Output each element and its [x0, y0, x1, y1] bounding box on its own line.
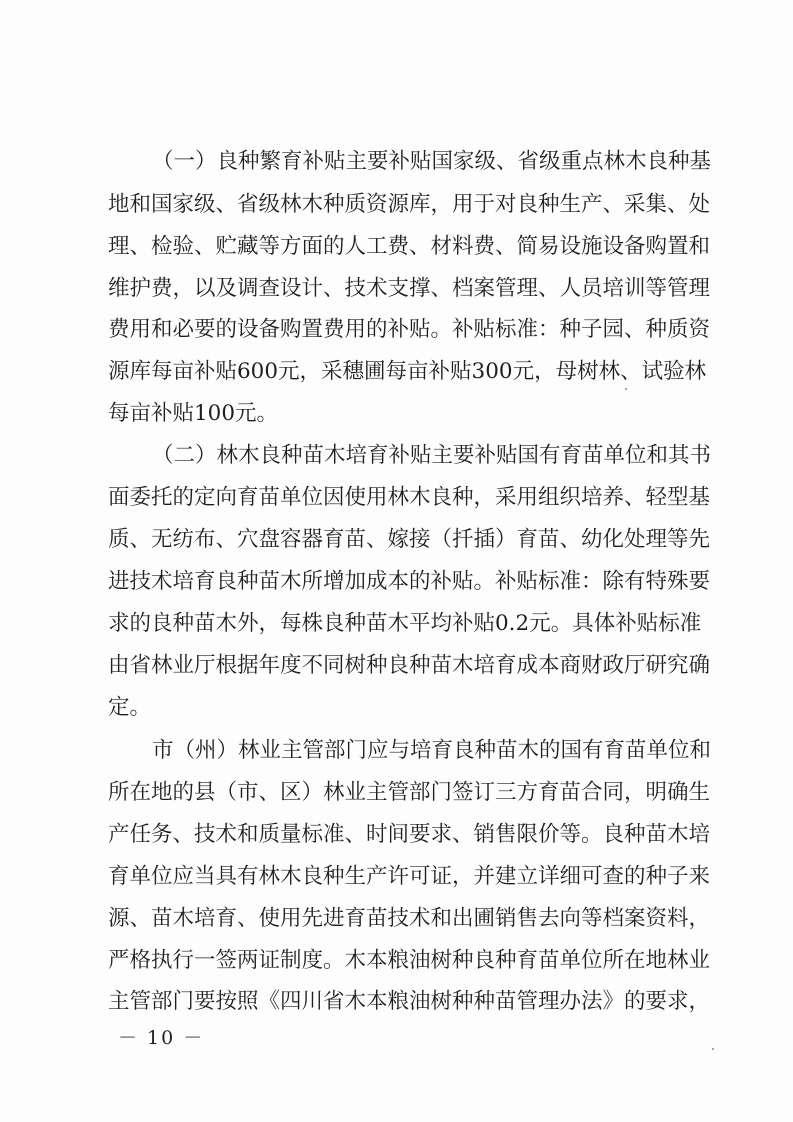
- paragraph-1-line-7: 每亩补贴100元。: [108, 401, 279, 426]
- paragraph-3-line-7: 主管部门要按照《四川省木本粮油树种种苗管理办法》的要求，: [108, 989, 711, 1014]
- paragraph-2-line-4: 进技术培育良种苗木所增加成本的补贴。补贴标准：除有特殊要: [108, 569, 711, 594]
- paragraph-2-line-1: （二）林木良种苗木培育补贴主要补贴国有育苗单位和其书: [152, 443, 712, 468]
- paragraph-3-line-4: 育单位应当具有林木良种生产许可证，并建立详细可查的种子来: [108, 864, 711, 889]
- paragraph-2-line-3: 质、无纺布、穴盘容器育苗、嫁接（扦插）育苗、幼化处理等先: [108, 527, 711, 552]
- scan-speck: [625, 388, 627, 390]
- paragraph-1-line-2: 地和国家级、省级林木种质资源库，用于对良种生产、采集、处: [108, 192, 711, 217]
- paragraph-3-line-1: 市（州）林业主管部门应与培育良种苗木的国有育苗单位和: [152, 738, 712, 763]
- paragraph-3-line-3: 产任务、技术和质量标准、时间要求、销售限价等。良种苗木培: [108, 822, 711, 847]
- paragraph-1-line-3: 理、检验、贮藏等方面的人工费、材料费、简易设施设备购置和: [108, 234, 711, 259]
- paragraph-2-line-6: 由省林业厅根据年度不同树种良种苗木培育成本商财政厅研究确: [108, 653, 711, 678]
- paragraph-1-line-1: （一）良种繁育补贴主要补贴国家级、省级重点林木良种基: [152, 149, 712, 174]
- paragraph-3-line-6: 严格执行一签两证制度。木本粮油树种良种育苗单位所在地林业: [108, 948, 711, 973]
- paragraph-1-line-4: 维护费，以及调查设计、技术支撑、档案管理、人员培训等管理: [108, 276, 711, 301]
- paragraph-2-line-2: 面委托的定向育苗单位因使用林木良种，采用组织培养、轻型基: [108, 485, 711, 510]
- paragraph-3-line-5: 源、苗木培育、使用先进育苗技术和出圃销售去向等档案资料，: [108, 906, 711, 931]
- paragraph-1-line-5: 费用和必要的设备购置费用的补贴。补贴标准：种子园、种质资: [108, 317, 711, 342]
- scan-speck: [712, 1048, 714, 1050]
- paragraph-1-line-6: 源库每亩补贴600元，采穗圃每亩补贴300元，母树林、试验林: [108, 359, 707, 384]
- paragraph-2-line-7: 定。: [108, 695, 152, 720]
- page-number: － 10 －: [118, 1027, 205, 1049]
- paragraph-3-line-2: 所在地的县（市、区）林业主管部门签订三方育苗合同，明确生: [108, 780, 711, 805]
- paragraph-2-line-5: 求的良种苗木外，每株良种苗木平均补贴0.2元。具体补贴标准: [108, 611, 702, 636]
